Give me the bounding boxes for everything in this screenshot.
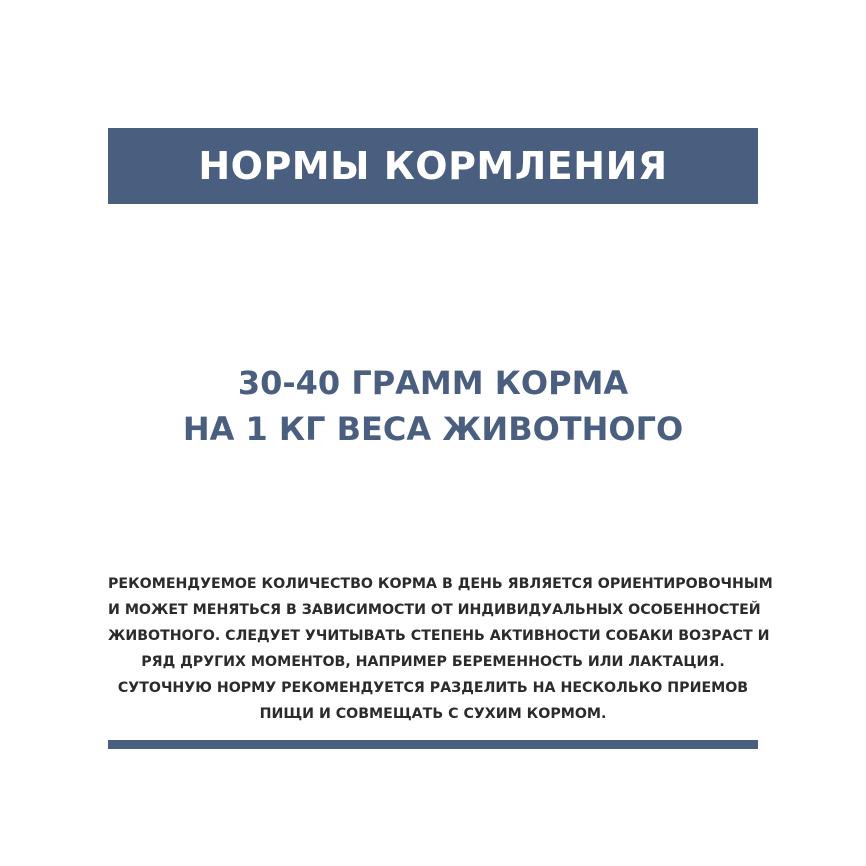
description-line: ПИЩИ И СОВМЕЩАТЬ С СУХИМ КОРМОМ. — [259, 706, 607, 722]
highlight-line: 30-40 ГРАММ КОРМА — [237, 364, 629, 402]
page-title: НОРМЫ КОРМЛЕНИЯ — [198, 144, 668, 188]
description-paragraph — [108, 571, 773, 727]
header-banner — [108, 128, 758, 204]
description-line: РЕКОМЕНДУЕМОЕ КОЛИЧЕСТВО КОРМА В ДЕНЬ ЯВЛЯЕТСЯ ОРИЕНТИРОВОЧНЫМ — [108, 576, 773, 592]
description-line: ЖИВОТНОГО. СЛЕДУЕТ УЧИТЫВАТЬ СТЕПЕНЬ АКТИВНОСТИ СОБАКИ ВОЗРАСТ И — [108, 628, 770, 644]
description-line: И МОЖЕТ МЕНЯТЬСЯ В ЗАВИСИМОСТИ ОТ ИНДИВИДУАЛЬНЫХ ОСОБЕННОСТЕЙ — [108, 602, 761, 618]
bottom-divider — [108, 740, 758, 749]
highlight-line: НА 1 КГ ВЕСА ЖИВОТНОГО — [182, 410, 684, 448]
description-line: СУТОЧНУЮ НОРМУ РЕКОМЕНДУЕТСЯ РАЗДЕЛИТЬ НА НЕСКОЛЬКО ПРИЕМОВ — [117, 680, 749, 696]
feeding-norm-highlight — [108, 360, 758, 452]
description-line: РЯД ДРУГИХ МОМЕНТОВ, НАПРИМЕР БЕРЕМЕННОСТЬ ИЛИ ЛАКТАЦИЯ. — [141, 654, 725, 670]
